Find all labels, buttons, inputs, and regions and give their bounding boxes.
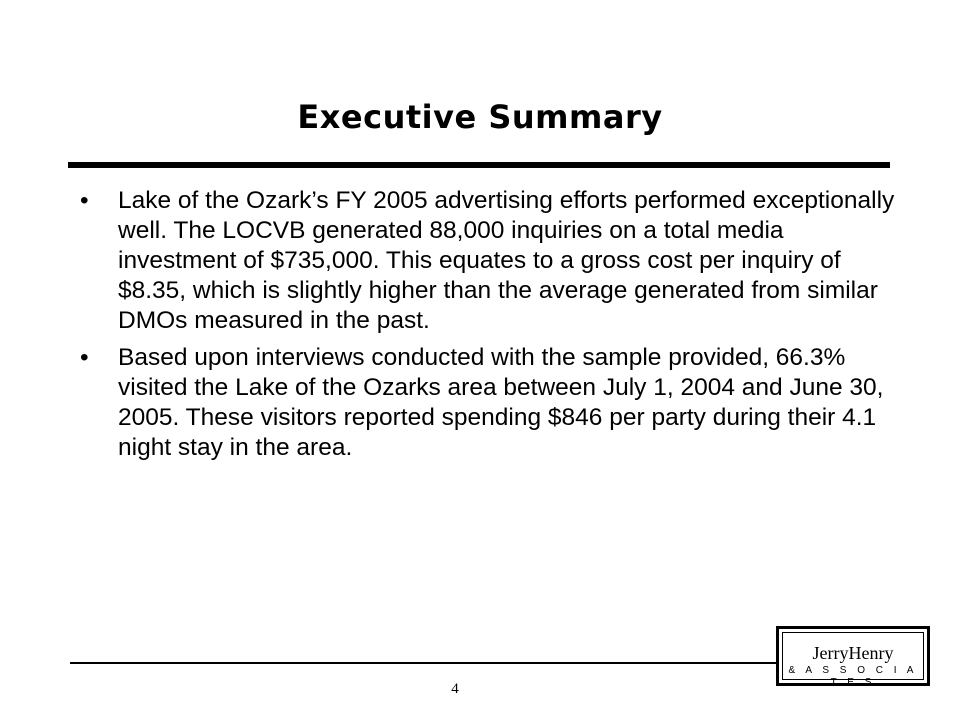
footer-divider [70, 662, 778, 664]
page-number: 4 [451, 681, 459, 697]
bullet-text: Based upon interviews conducted with the sample provided, 66.3% visited the Lake of the Ozarks area between July 1, 2004 and June 30, 2005. These visitors reported spending $846 per party during their 4.1 night stay in the area. [118, 344, 884, 461]
title-divider [68, 162, 890, 168]
logo-subtitle: & A S S O C I A T E S [788, 665, 918, 688]
logo-inner-frame [782, 632, 924, 688]
bullet-text: Lake of the Ozark’s FY 2005 advertising efforts performed exceptionally well. The LOCVB generated 88,000 inquiries on a total media investment of $735,000. This equates to a gross cost per inquiry of $8.35, which is slightly higher than the average generated from similar DMOs measured in the past. [118, 187, 895, 334]
bullet-marker: • [80, 344, 89, 371]
bullet-item [80, 343, 900, 463]
company-logo [776, 626, 930, 686]
bullet-list [80, 186, 900, 470]
bullet-item [80, 186, 900, 336]
bullet-marker: • [80, 187, 89, 214]
logo-name: JerryHenry [812, 643, 894, 663]
slide-title: Executive Summary [297, 98, 663, 136]
